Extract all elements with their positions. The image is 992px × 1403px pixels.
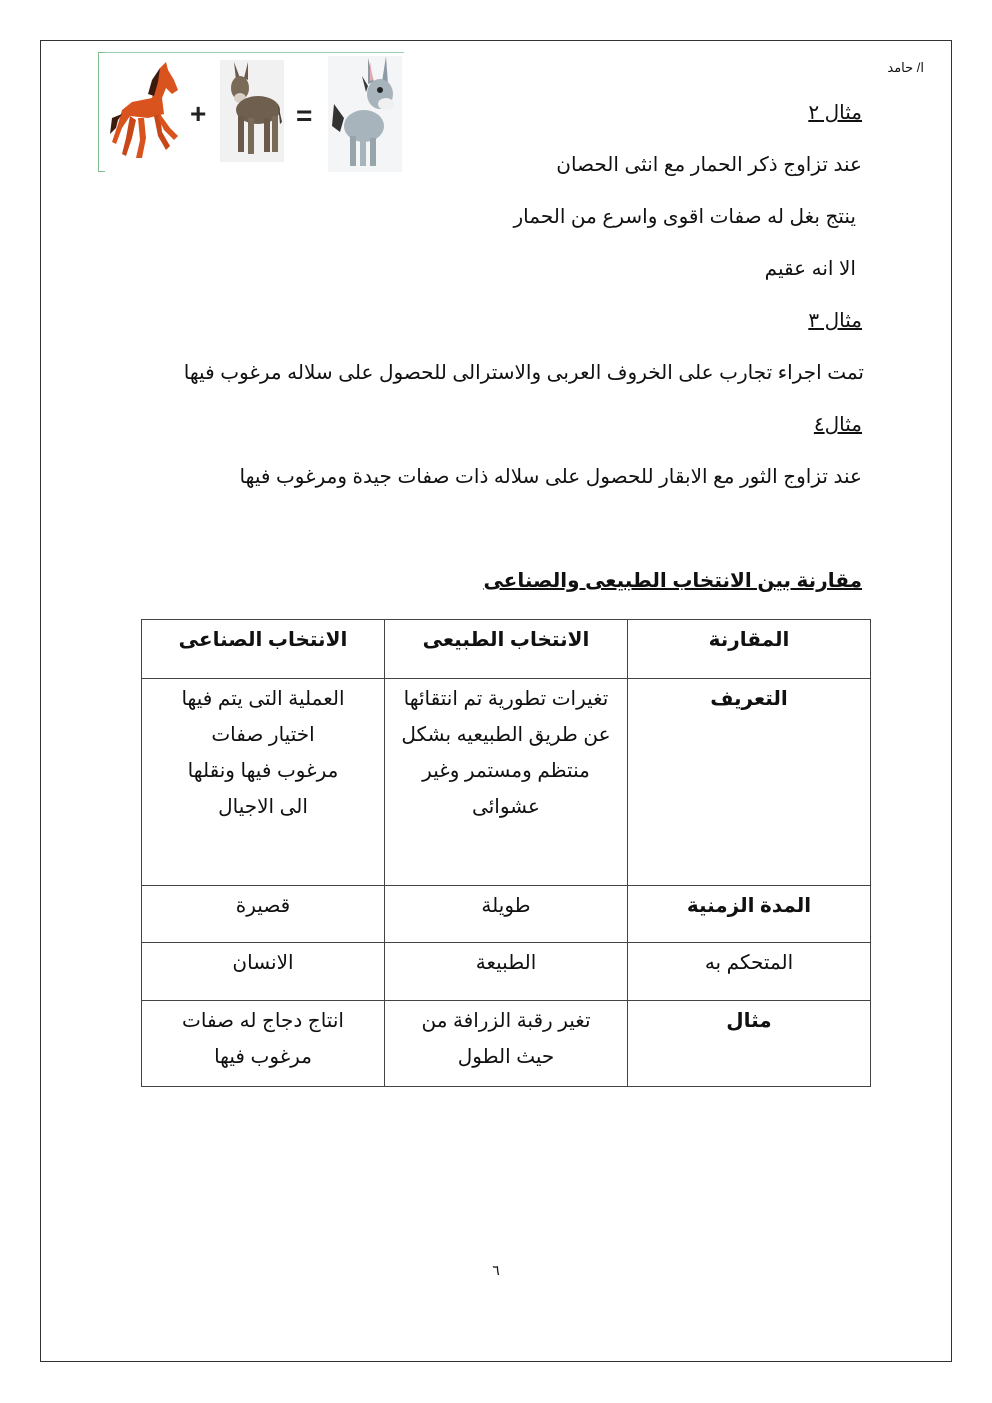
header-cell-comparison: المقارنة [628,620,871,679]
cell-definition-artificial [142,679,385,886]
table-row-definition [142,679,871,886]
cell-example-natural [385,1001,628,1087]
example-4-title: مثال٤ [813,414,862,436]
cell-line: عشوائى [472,796,540,818]
plus-sign: + [190,98,207,129]
comparison-heading: مقارنة بين الانتخاب الطبيعى والصناعى [483,570,862,592]
row-label-controller: المتحكم به [628,943,871,1001]
cell-duration-natural [385,886,628,943]
page-number: ٦ [492,1262,500,1278]
illustration-bracket [98,52,105,172]
cell-line: مرغوب فيها [214,1046,312,1068]
illustration-border [98,52,404,53]
row-label-duration: المدة الزمنية [628,886,871,943]
cell-line: منتظم ومستمر وغير [422,760,590,782]
donkey-image [220,60,284,162]
mule-image [328,56,402,172]
equals-sign: = [296,100,313,131]
cell-line: الى الاجيال [218,796,308,818]
example-2-line-3: الا انه عقيم [764,258,856,280]
cell-line: تغير رقبة الزرافة من [421,1010,591,1032]
header-cell-artificial: الانتخاب الصناعى [142,620,385,679]
cell-line: مرغوب فيها ونقلها [187,760,339,782]
comparison-table [141,619,871,1087]
author-name: ا/ حامد [887,60,924,75]
header-cell-natural: الانتخاب الطبيعى [385,620,628,679]
cell-line: حيث الطول [457,1046,555,1068]
cell-definition-natural [385,679,628,886]
example-2-title: مثال ٢ [808,102,862,124]
cell-duration-artificial [142,886,385,943]
hybrid-illustration [98,52,404,172]
row-label-example: مثال [628,1001,871,1087]
cell-controller-natural [385,943,628,1001]
horse-image [108,58,182,170]
example-4-line-1: عند تزاوج الثور مع الابقار للحصول على سلاله ذات صفات جيدة ومرغوب فيها [239,466,862,488]
cell-line: طويلة [481,895,531,917]
cell-line: تغيرات تطورية تم انتقائها [403,688,609,710]
table-row-controller [142,943,871,1001]
table-row-example [142,1001,871,1087]
cell-line: قصيرة [235,895,291,917]
example-3-line-1: تمت اجراء تجارب على الخروف العربى والاسترالى للحصول على سلاله مرغوب فيها [183,362,864,384]
cell-line: عن طريق الطبيعيه بشكل [401,724,611,746]
cell-example-artificial [142,1001,385,1087]
example-2-line-1: عند تزاوج ذكر الحمار مع انثى الحصان [556,154,862,176]
table-row-duration [142,886,871,943]
cell-controller-artificial [142,943,385,1001]
cell-line: اختيار صفات [211,724,315,746]
example-3-title: مثال ٣ [808,310,862,332]
cell-line: انتاج دجاج له صفات [182,1010,344,1032]
cell-line: الانسان [232,952,294,974]
row-label-definition: التعريف [628,679,871,886]
table-header-row [142,620,871,679]
example-2-line-2: ينتج بغل له صفات اقوى واسرع من الحمار [513,206,856,228]
cell-line: الطبيعة [475,952,537,974]
cell-line: العملية التى يتم فيها [181,688,345,710]
